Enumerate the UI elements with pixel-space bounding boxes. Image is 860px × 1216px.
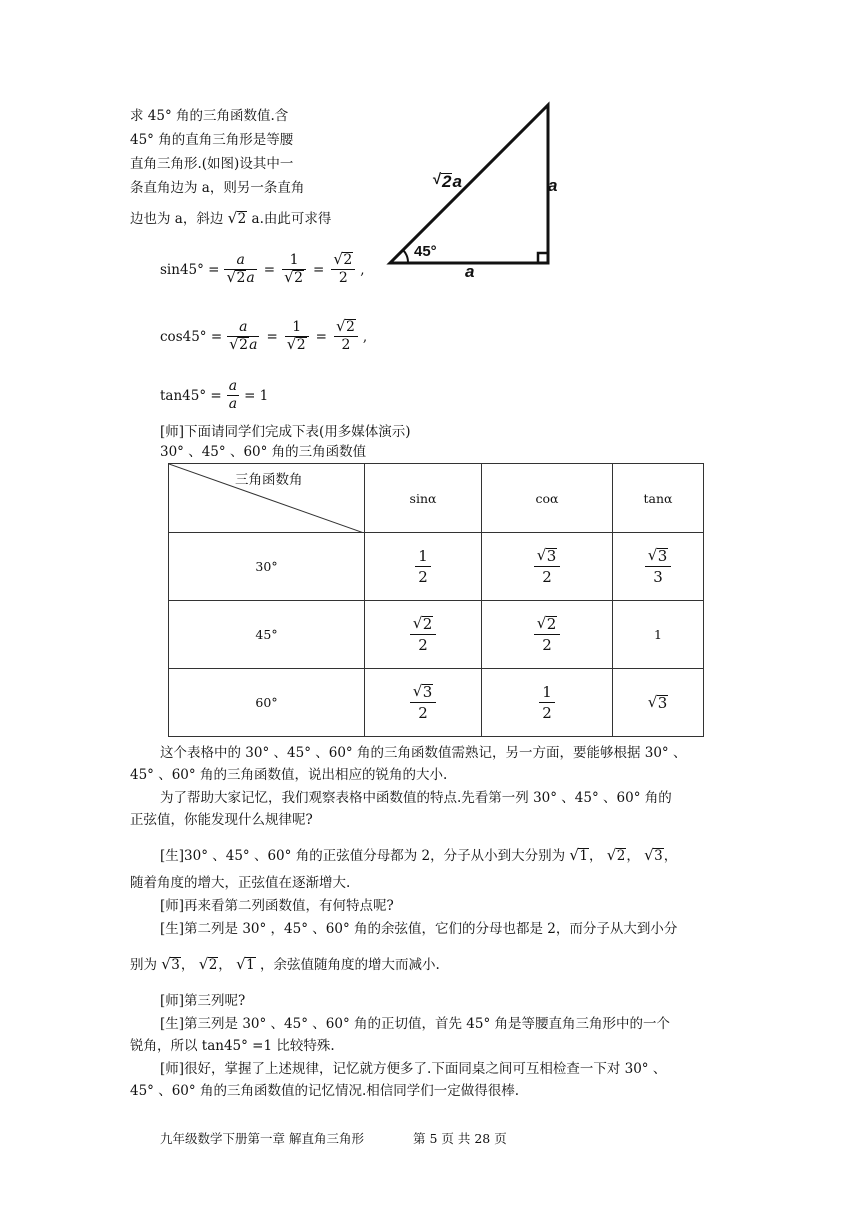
- cos-frac-3: √ $\frac{2}{2}$: [334, 319, 358, 354]
- value-cell: √ $\frac{2}{2}$: [482, 601, 613, 669]
- intro-line-1: 求 45° 角的三角函数值.含: [130, 108, 289, 124]
- paragraph-1b: 45° 、60° 角的三角函数值，说出相应的锐角的大小.: [130, 767, 448, 783]
- hyp-sqrt: √ 2: [432, 172, 452, 192]
- corner-cell: [169, 464, 365, 533]
- sin-equation: sin45° = a √ 2a = 1 √ 2 = √ $\frac{2}{2}$ ,: [160, 252, 365, 287]
- value-cell: 1: [613, 601, 704, 669]
- table-row: [169, 601, 704, 669]
- tan-lhs: tan45° =: [160, 387, 222, 404]
- trig-table: [168, 463, 704, 737]
- paragraph-8b: 45° 、60° 角的三角函数值的记忆情况.相信同学们一定做得很棒.: [130, 1083, 520, 1099]
- sin-frac-2: 1 √ 2: [282, 252, 306, 287]
- tan-equation: tan45° = $\frac{a}{a}$ = 1: [160, 378, 269, 412]
- table-caption: 30° 、45° 、60° 角的三角函数值: [160, 444, 367, 460]
- value-cell: $\frac{1}{2}$: [365, 533, 482, 601]
- footer-chapter: 九年级数学下册第一章 解直角三角形: [160, 1131, 364, 1146]
- value-cell: $\frac{1}{2}$: [482, 669, 613, 737]
- paragraph-2b: 正弦值，你能发现什么规律呢?: [130, 812, 313, 828]
- side-label: a: [548, 176, 558, 195]
- value-cell: √ 3: [613, 669, 704, 737]
- footer-page-number: 第 5 页 共 28 页: [413, 1131, 507, 1146]
- sin-frac-3: √ $\frac{2}{2}$: [331, 252, 355, 287]
- header-cos: coα: [482, 464, 613, 533]
- cos-equation: cos45° = a √ 2a = 1 √ 2 = √ $\frac{2}{2}$ ,: [160, 319, 367, 354]
- paragraph-2a: 为了帮助大家记忆，我们观察表格中函数值的特点.先看第一列 30° 、45° 、60° 角的: [160, 790, 672, 806]
- intro-line-5: [130, 210, 331, 228]
- paragraph-6: [师]第三列呢?: [160, 993, 246, 1009]
- header-tan: tanα: [613, 464, 704, 533]
- paragraph-3a: [生]30° 、45° 、60° 角的正弦值分母都为 2，分子从小到大分别为 √ 1， √ 2， √ 3，: [160, 847, 677, 865]
- paragraph-7a: [生]第三列是 30° 、45° 、60° 角的正切值，首先 45° 角是等腰直角三角形中的一个: [160, 1016, 670, 1032]
- sin-frac-1: a √ 2a: [224, 252, 256, 287]
- triangle-figure: [380, 95, 560, 285]
- intro-prefix: 边也为 a，斜边: [130, 211, 224, 227]
- intro-line-4: 条直角边为 a，则另一条直角: [130, 180, 305, 196]
- paragraph-1a: 这个表格中的 30° 、45° 、60° 角的三角函数值需熟记，另一方面，要能够根据 30° 、: [160, 745, 687, 761]
- angle-cell: 60°: [169, 669, 365, 737]
- cos-frac-1: a √ 2a: [227, 319, 259, 354]
- angle-cell: 30°: [169, 533, 365, 601]
- table-row: [169, 669, 704, 737]
- paragraph-4: [师]再来看第二列函数值，有何特点呢?: [160, 898, 394, 914]
- tan-frac: $\frac{a}{a}$: [228, 378, 238, 412]
- value-cell: √ $\frac{3}{3}$: [613, 533, 704, 601]
- value-cell: √ $\frac{3}{2}$: [365, 669, 482, 737]
- table-row: [169, 533, 704, 601]
- paragraph-5a: [生]第二列是 30° ，45° 、60° 角的余弦值，它们的分母也都是 2，而分子从大到小分: [160, 921, 678, 937]
- corner-label: 三角函数角: [235, 472, 303, 488]
- value-cell: √ $\frac{2}{2}$: [365, 601, 482, 669]
- cos-lhs: cos45° =: [160, 328, 223, 345]
- paragraph-8a: [师]很好，掌握了上述规律，记忆就方便多了.下面同桌之间可互相检查一下对 30° 、: [160, 1061, 667, 1077]
- sin-lhs: sin45° =: [160, 261, 220, 278]
- paragraph-5b: 别为 √ 3， √ 2， √ 1 ，余弦值随角度的增大而减小.: [130, 956, 440, 974]
- intro-suffix: a.由此可求得: [251, 211, 332, 227]
- header-sin: sinα: [365, 464, 482, 533]
- paragraph-7b: 锐角，所以 tan45° =1 比较特殊.: [130, 1038, 335, 1054]
- intro-line-3: 直角三角形.(如图)设其中一: [130, 156, 294, 172]
- teacher-intro: [师]下面请同学们完成下表(用多媒体演示): [160, 424, 411, 440]
- sqrt-2: √ 2: [228, 210, 248, 228]
- table-header-row: [169, 464, 704, 533]
- intro-line-2: 45° 角的直角三角形是等腰: [130, 132, 294, 148]
- angle-cell: 45°: [169, 601, 365, 669]
- hypotenuse-label: √ 2a: [432, 172, 462, 192]
- cos-frac-2: 1 √ 2: [285, 319, 309, 354]
- value-cell: √ $\frac{3}{2}$: [482, 533, 613, 601]
- paragraph-3b: 随着角度的增大，正弦值在逐渐增大.: [130, 875, 351, 891]
- angle-label: 45°: [414, 243, 437, 260]
- base-label: a: [465, 262, 475, 281]
